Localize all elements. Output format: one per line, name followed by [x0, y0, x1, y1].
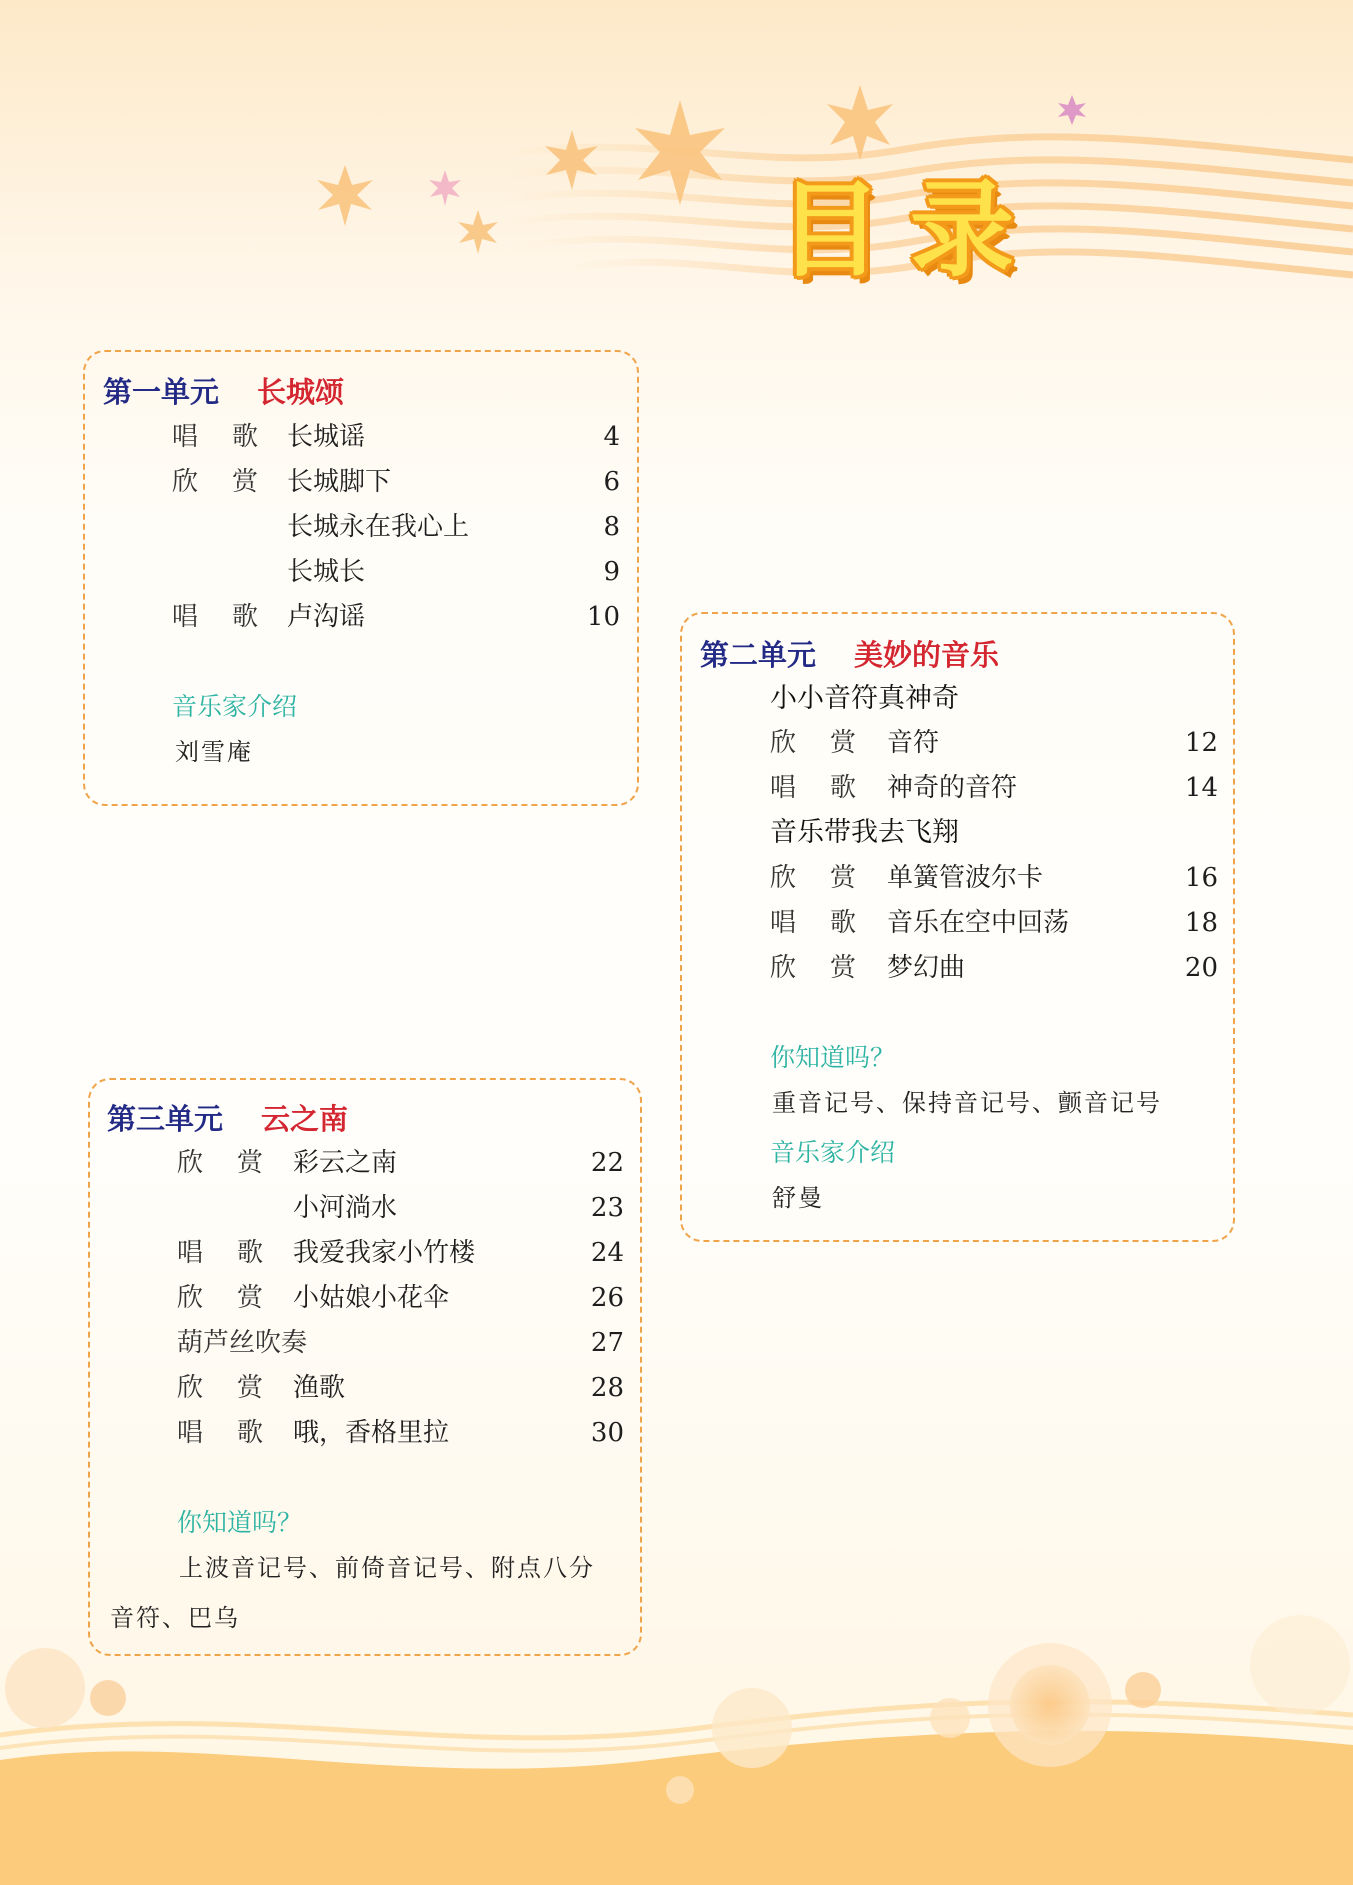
toc-page-number: 26	[590, 1283, 624, 1313]
unit-1-name: 长城颂	[257, 375, 345, 409]
category-char: 赏	[232, 467, 259, 497]
category-char: 赏	[830, 863, 857, 893]
toc-page-number: 8	[603, 512, 620, 542]
toc-entry-title: 长城永在我心上	[287, 512, 470, 542]
category-char: 唱	[177, 1238, 204, 1268]
unit-3-number: 第三单元	[107, 1102, 224, 1136]
category-char: 赏	[237, 1283, 264, 1313]
category-char: 欣	[770, 953, 797, 983]
category-char: 歌	[237, 1418, 264, 1448]
category-char: 歌	[232, 602, 259, 632]
category-char: 赏	[830, 728, 857, 758]
category-char: 欣	[177, 1148, 204, 1178]
toc-entry-title: 神奇的音符	[887, 773, 1018, 803]
toc-page-number: 18	[1184, 908, 1218, 938]
musician-intro-label: 音乐家介绍	[770, 1138, 896, 1167]
did-you-know-text[interactable]: 重音记号、保持音记号、颤音记号	[772, 1089, 1162, 1117]
musician-name[interactable]: 刘雪庵	[175, 738, 253, 766]
category-char: 唱	[770, 773, 797, 803]
toc-entry-title: 卢沟谣	[287, 602, 366, 632]
toc-page-number: 6	[603, 467, 620, 497]
unit-2-name: 美妙的音乐	[854, 638, 1000, 672]
category-char: 歌	[237, 1238, 264, 1268]
unit-3-name: 云之南	[261, 1102, 349, 1136]
category-char: 唱	[172, 602, 199, 632]
did-you-know-text-line1[interactable]: 上波音记号、前倚音记号、附点八分	[179, 1554, 595, 1582]
toc-page-number: 27	[590, 1328, 624, 1358]
unit-3-heading	[107, 1099, 348, 1139]
musician-intro-label: 音乐家介绍	[172, 692, 298, 721]
toc-page-number: 30	[590, 1418, 624, 1448]
toc-entry-title: 渔歌	[293, 1373, 346, 1403]
category-char: 歌	[830, 908, 857, 938]
toc-entry-title: 彩云之南	[293, 1148, 398, 1178]
toc-page-number: 24	[590, 1238, 624, 1268]
toc-entry-title: 梦幻曲	[887, 953, 966, 983]
category-char: 唱	[172, 422, 199, 452]
toc-page-number: 4	[603, 422, 620, 452]
toc-entry-title: 单簧管波尔卡	[887, 863, 1044, 893]
did-you-know-label: 你知道吗？	[177, 1508, 303, 1537]
toc-page-number: 28	[590, 1373, 624, 1403]
category-char: 歌	[830, 773, 857, 803]
category-char: 欣	[177, 1373, 204, 1403]
category-char: 唱	[770, 908, 797, 938]
toc-page-number: 16	[1184, 863, 1218, 893]
category-char: 唱	[177, 1418, 204, 1448]
unit-2-heading	[700, 635, 999, 675]
unit-1-heading	[103, 372, 344, 412]
toc-entry-title: 小姑娘小花伞	[293, 1283, 450, 1313]
toc-entry-title: 长城谣	[287, 422, 366, 452]
section-subheading: 音乐带我去飞翔	[770, 817, 959, 848]
toc-entry-title: 长城脚下	[287, 467, 392, 497]
category-char: 赏	[830, 953, 857, 983]
toc-page-number: 14	[1184, 773, 1218, 803]
category-char: 欣	[770, 863, 797, 893]
did-you-know-text-line2[interactable]: 音符、巴乌	[110, 1604, 240, 1632]
unit-2-number: 第二单元	[700, 638, 817, 672]
section-subheading: 小小音符真神奇	[770, 683, 959, 714]
toc-title-area	[740, 160, 1080, 310]
toc-page-number: 10	[586, 602, 620, 632]
toc-entry-title: 哦，香格里拉	[293, 1418, 450, 1448]
category-char: 欣	[770, 728, 797, 758]
page-title: 目录	[777, 169, 1042, 291]
toc-page-number: 22	[590, 1148, 624, 1178]
category-char: 歌	[232, 422, 259, 452]
category-char: 欣	[172, 467, 199, 497]
toc-entry-title: 小河淌水	[293, 1193, 398, 1223]
toc-entry-title: 音乐在空中回荡	[887, 908, 1070, 938]
toc-page-number: 20	[1184, 953, 1218, 983]
musician-name[interactable]: 舒曼	[772, 1184, 824, 1212]
toc-entry-title: 长城长	[287, 557, 366, 587]
unit-1-number: 第一单元	[103, 375, 220, 409]
category-char: 欣	[177, 1283, 204, 1313]
toc-entry-title: 我爱我家小竹楼	[293, 1238, 476, 1268]
toc-entry-title: 音符	[887, 728, 940, 758]
toc-page-number: 9	[603, 557, 620, 587]
category-char: 赏	[237, 1148, 264, 1178]
category-label: 葫芦丝吹奏	[177, 1328, 308, 1358]
toc-page-number: 23	[590, 1193, 624, 1223]
did-you-know-label: 你知道吗？	[770, 1043, 896, 1072]
toc-page-number: 12	[1184, 728, 1218, 758]
category-char: 赏	[237, 1373, 264, 1403]
